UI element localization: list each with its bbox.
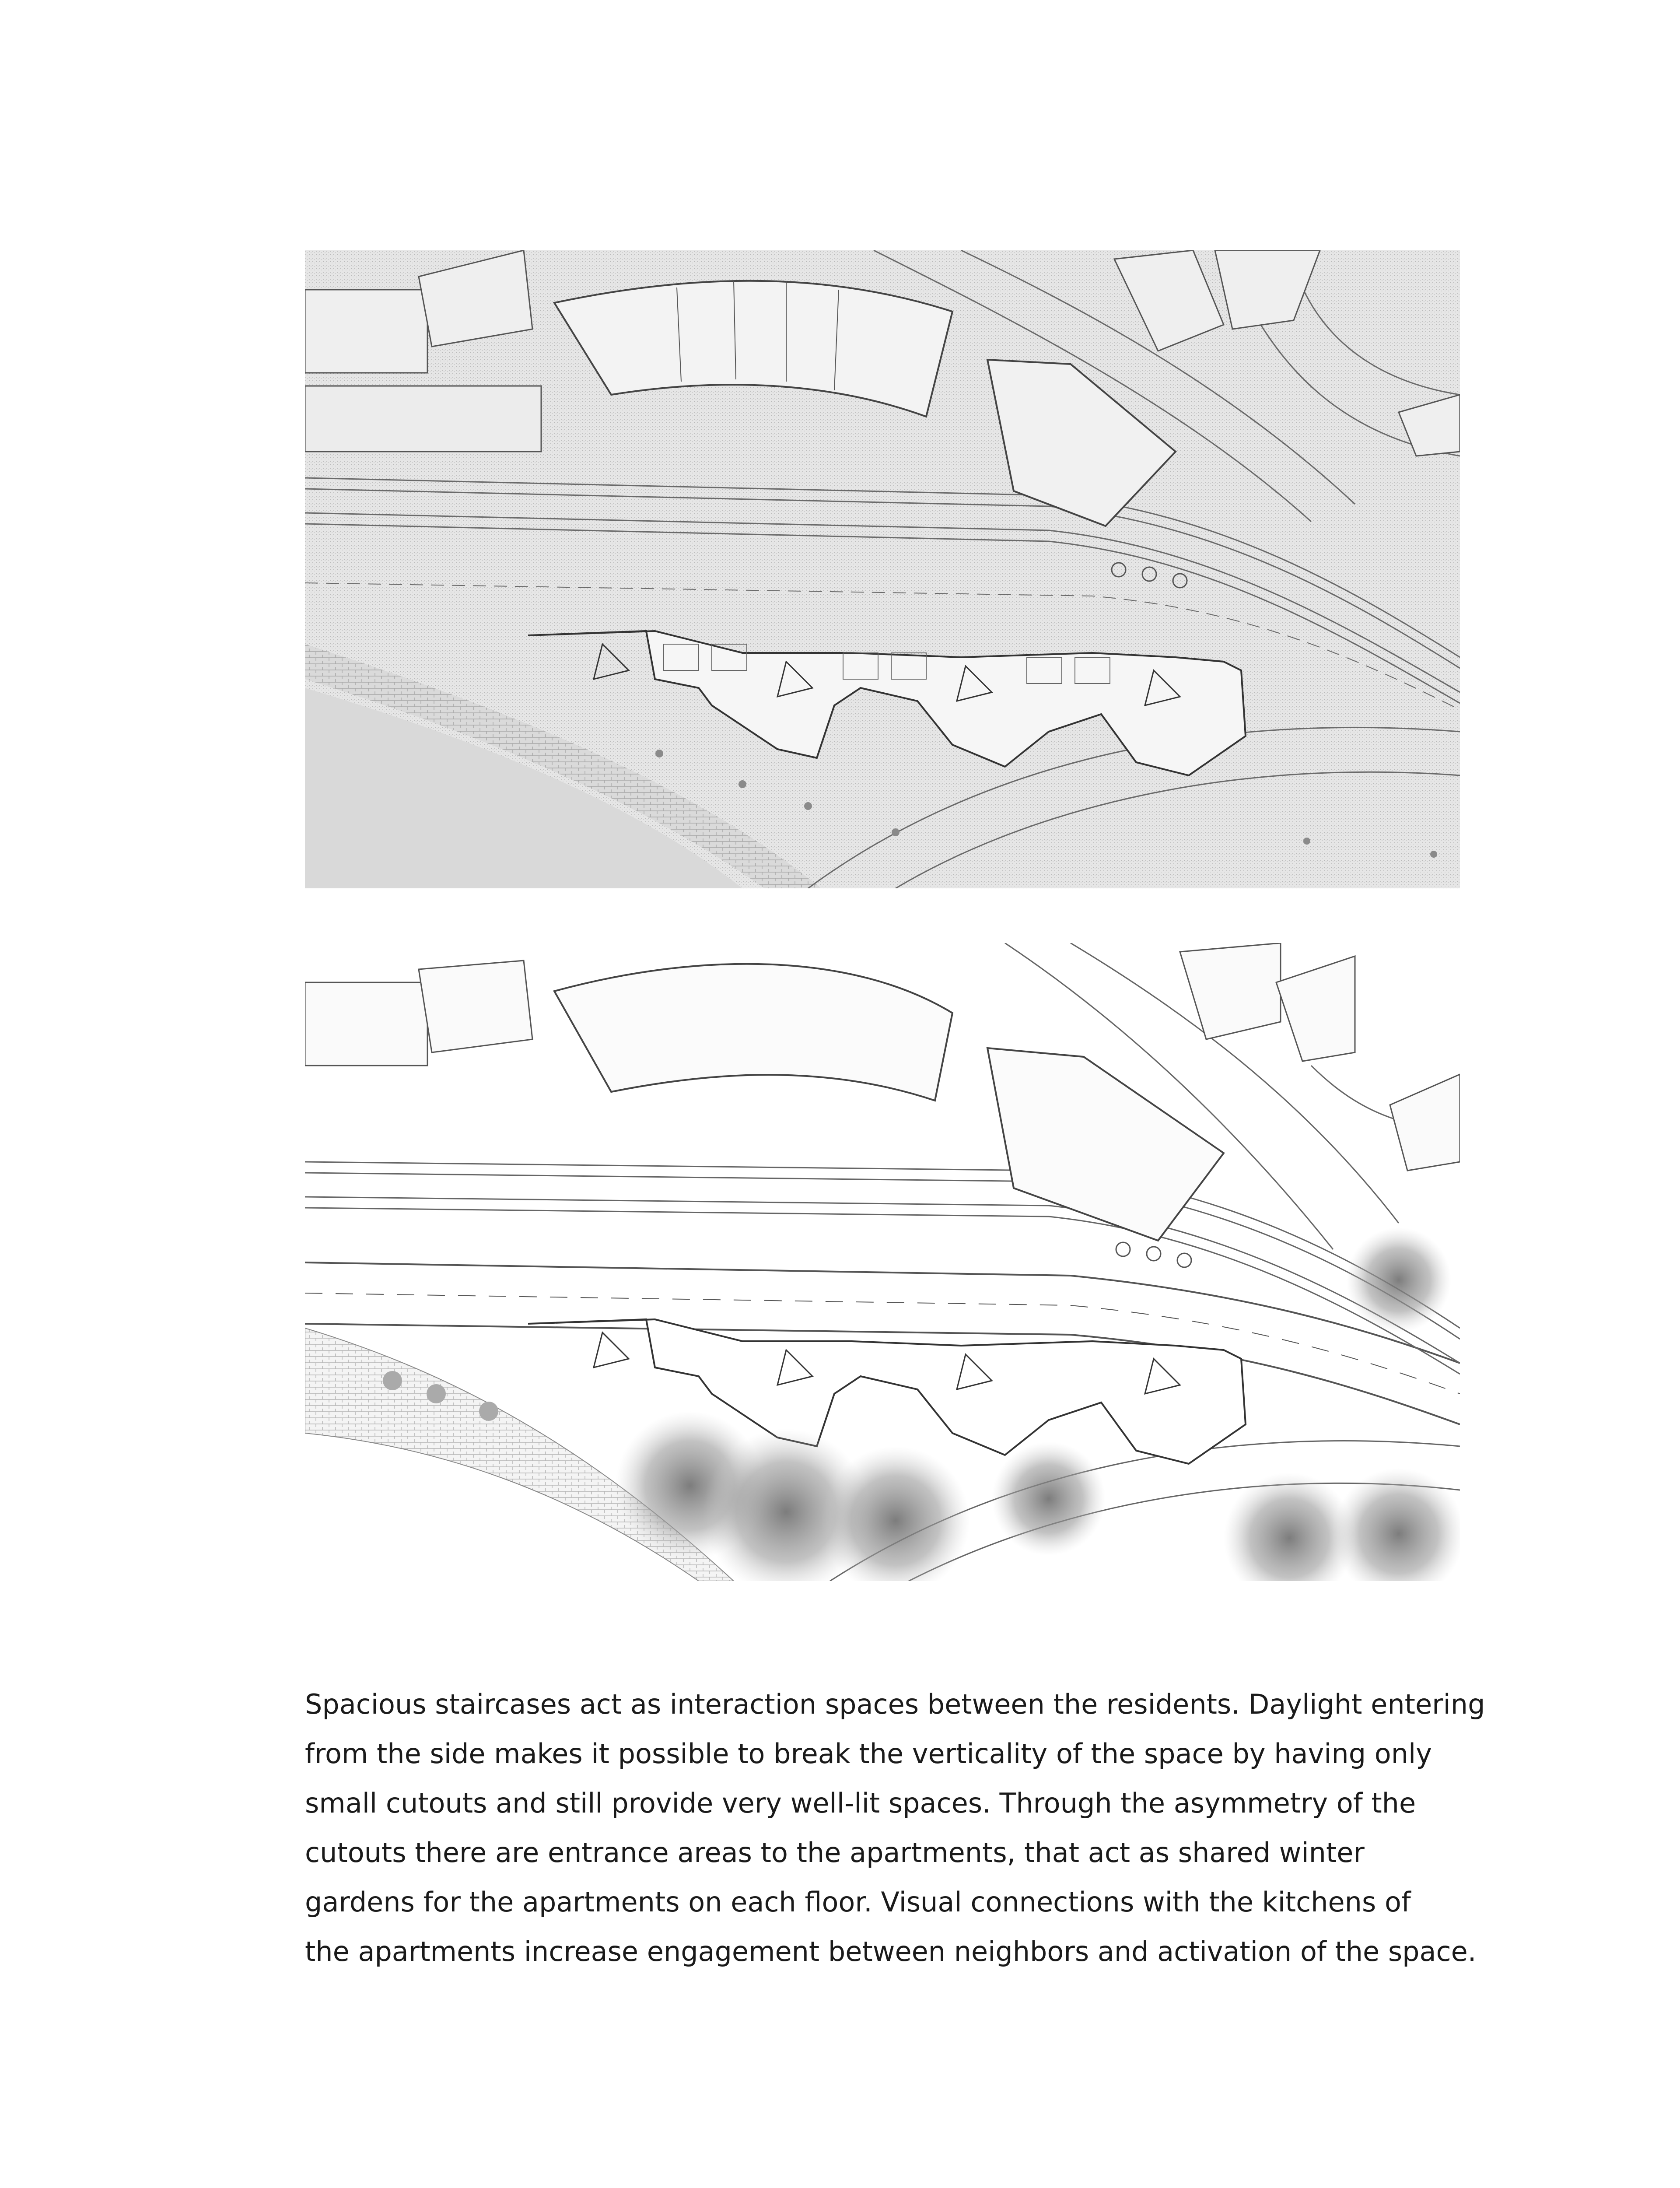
upper-floor-site-plan bbox=[305, 943, 1460, 1581]
paragraph-line: cutouts there are entrance areas to the apartments, that act as shared winter bbox=[305, 1837, 1365, 1869]
ground-floor-plan-drawing bbox=[305, 250, 1460, 888]
paragraph-line: small cutouts and still provide very well-lit spaces. Through the asymmetry of the bbox=[305, 1787, 1416, 1819]
paragraph-line: the apartments increase engagement between neighbors and activation of the space. bbox=[305, 1936, 1477, 1967]
paragraph-line: from the side makes it possible to break the verticality of the space by having only bbox=[305, 1738, 1432, 1770]
upper-floor-plan-drawing bbox=[305, 943, 1460, 1581]
paragraph-line: gardens for the apartments on each floor. Visual connections with the kitchens of bbox=[305, 1886, 1411, 1918]
ground-floor-site-plan bbox=[305, 250, 1460, 888]
description-paragraph bbox=[305, 1680, 1504, 1976]
paragraph-line: Spacious staircases act as interaction spaces between the residents. Daylight entering bbox=[305, 1688, 1485, 1720]
